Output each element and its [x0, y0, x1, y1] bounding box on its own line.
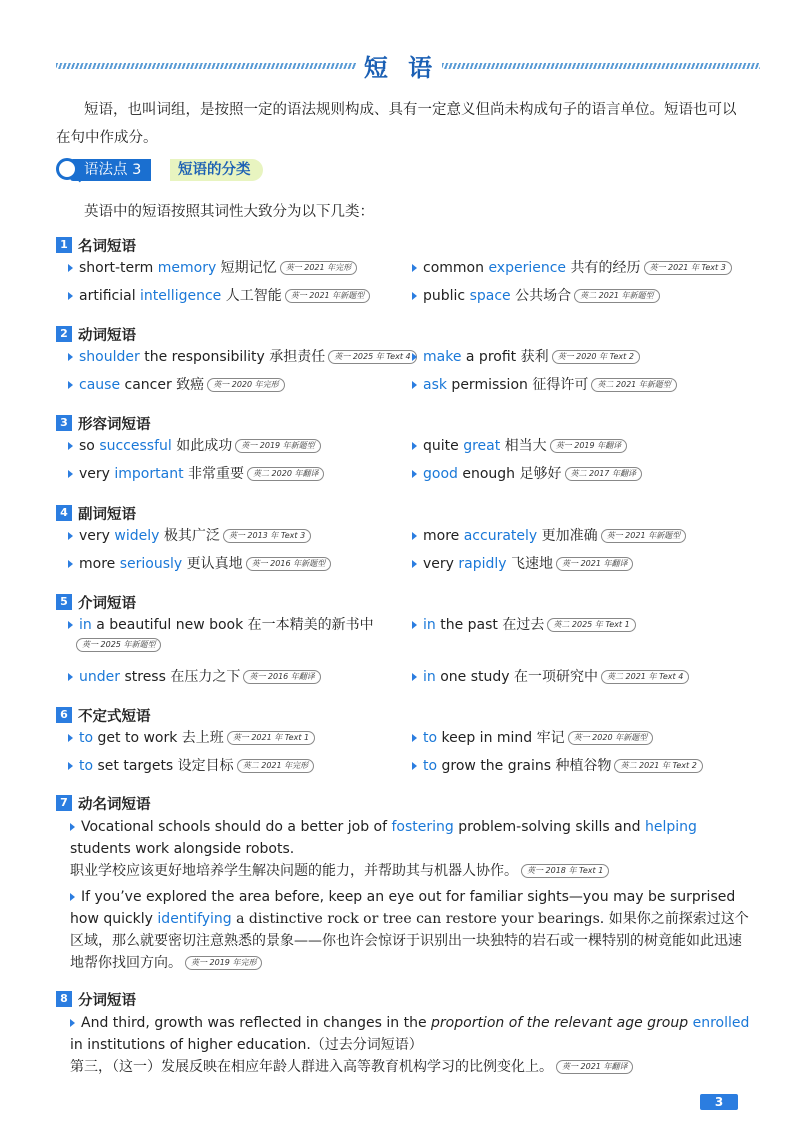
phrase-translation: 征得许可 — [527, 377, 589, 393]
phrase-item — [412, 258, 732, 278]
phrase-keyword: great — [463, 438, 501, 454]
section-5 — [56, 591, 756, 613]
phrase-keyword: cause — [79, 377, 121, 393]
phrase-translation: 去上班 — [177, 730, 224, 746]
source-tag: 英一 2020 年完形 — [207, 378, 284, 392]
section-8 — [56, 988, 756, 1010]
phrase-keyword: to — [423, 730, 438, 746]
phrase-item — [68, 464, 324, 484]
phrase-item — [68, 756, 314, 776]
phrase-suffix: set targets — [93, 758, 174, 774]
section-title: 动名词短语 — [78, 795, 151, 813]
source-tag: 英一 2025 年 Text 4 — [328, 350, 416, 364]
phrase-item — [412, 464, 642, 484]
bullet-triangle-icon — [412, 264, 417, 272]
phrase-item — [412, 615, 636, 635]
phrase-suffix: enough — [457, 466, 516, 482]
section-6 — [56, 704, 756, 726]
source-tag: 英二 2021 年 Text 2 — [614, 759, 702, 773]
source-tag: 英二 2021 年完形 — [237, 759, 314, 773]
section-number: 1 — [56, 237, 72, 253]
translation: 第三，（这一）发展反映在相应年龄人群进入高等教育机构学习的比例变化上。 — [70, 1059, 553, 1075]
text: problem-solving skills and — [453, 819, 645, 835]
phrase-item — [68, 554, 331, 574]
section-number: 5 — [56, 594, 72, 610]
phrase-translation: 更认真地 — [182, 556, 243, 572]
bullet-triangle-icon — [412, 560, 417, 568]
phrase-item — [412, 347, 640, 367]
source-tag: 英一 2020 年 Text 2 — [552, 350, 640, 364]
phrase-suffix: one study — [435, 669, 510, 685]
text: Vocational schools should do a better job of — [81, 819, 392, 835]
bullet-triangle-icon — [412, 734, 417, 742]
phrase-translation: 承担责任 — [264, 349, 326, 365]
section-4 — [56, 502, 756, 524]
phrase-keyword: ask — [423, 377, 447, 393]
bullet-triangle-icon — [68, 353, 73, 361]
text: in institutions of higher education. — [70, 1037, 311, 1053]
phrase-keyword: in — [79, 617, 92, 633]
page-header — [40, 50, 760, 80]
source-tag: 英二 2020 年翻译 — [247, 467, 324, 481]
section-number: 8 — [56, 991, 72, 1007]
phrase-item — [412, 375, 677, 395]
phrase-prefix: quite — [423, 438, 464, 454]
bullet-triangle-icon — [412, 353, 417, 361]
source-tag: 英一 2016 年新题型 — [246, 557, 331, 571]
phrase-keyword: widely — [114, 528, 160, 544]
phrase-translation: 人工智能 — [221, 288, 282, 304]
grammar-point-topic: 短语的分类 — [170, 159, 263, 181]
phrase-suffix: permission — [446, 377, 528, 393]
phrase-keyword: seriously — [119, 556, 183, 572]
phrase-translation: 在过去 — [497, 617, 545, 633]
bullet-triangle-icon — [412, 381, 417, 389]
phrase-prefix: common — [423, 260, 489, 276]
phrase-item — [68, 615, 374, 655]
phrase-keyword: rapidly — [458, 556, 507, 572]
phrase-translation: 在一本精美的新书中 — [243, 617, 374, 633]
grammar-point-label: 语法点 3 — [70, 159, 151, 181]
bullet-triangle-icon — [68, 673, 73, 681]
bullet-triangle-icon — [70, 893, 75, 901]
phrase-keyword: make — [423, 349, 462, 365]
bullet-triangle-icon — [68, 762, 73, 770]
phrase-prefix: more — [423, 528, 464, 544]
source-tag: 英二 2017 年翻译 — [565, 467, 642, 481]
phrase-keyword: to — [79, 730, 94, 746]
bullet-triangle-icon — [68, 560, 73, 568]
phrase-item — [412, 286, 660, 306]
bullet-triangle-icon — [412, 673, 417, 681]
source-tag: 英一 2016 年翻译 — [243, 670, 320, 684]
bullet-triangle-icon — [412, 292, 417, 300]
participle-example — [70, 1012, 750, 1078]
source-tag: 英一 2021 年完形 — [280, 261, 357, 275]
phrase-prefix: very — [79, 528, 115, 544]
source-tag: 英一 2021 年 Text 1 — [227, 731, 315, 745]
phrase-translation: 设定目标 — [173, 758, 234, 774]
section-title: 分词短语 — [78, 991, 136, 1009]
text: a distinctive rock or tree can restore your bearings. 如果你之前探索过这个区域，那么就要密切注意熟悉的景象——你也许会惊讶于识别出一块独特的岩石或一棵特别的树竟能如此迅速地帮你找回方向。 — [70, 911, 749, 971]
text: students work alongside robots. — [70, 841, 295, 857]
phrase-prefix: very — [423, 556, 459, 572]
phrase-keyword: successful — [99, 438, 172, 454]
source-tag: 英一 2021 年新题型 — [285, 289, 370, 303]
source-tag: 英二 2025 年 Text 1 — [547, 618, 635, 632]
italic-text: proportion of the relevant age group — [431, 1015, 689, 1031]
phrase-keyword: good — [423, 466, 458, 482]
phrase-item — [68, 667, 321, 687]
phrase-prefix: so — [79, 438, 100, 454]
section-title: 介词短语 — [78, 594, 136, 612]
section-title: 不定式短语 — [78, 707, 151, 725]
phrase-translation: 在一项研究中 — [509, 669, 598, 685]
phrase-prefix: more — [79, 556, 120, 572]
source-tag: 英一 2025 年新题型 — [76, 638, 161, 652]
page-number: 3 — [700, 1094, 738, 1110]
source-tag: 英一 2018 年 Text 1 — [521, 864, 609, 878]
bullet-triangle-icon — [412, 442, 417, 450]
source-tag: 英一 2013 年 Text 3 — [223, 529, 311, 543]
phrase-item — [412, 667, 689, 687]
phrase-translation: 非常重要 — [183, 466, 245, 482]
decorative-dots-left — [56, 63, 356, 69]
lead-sentence: 英语中的短语按照其词性大致分为以下几类： — [84, 204, 374, 220]
text: If you’ve explored the area before, keep an eye out for familiar sights—you may be surprised how quickly — [70, 889, 736, 927]
section-title: 副词短语 — [78, 505, 136, 523]
phrase-suffix: the past — [435, 617, 498, 633]
keyword: helping — [644, 819, 697, 835]
phrase-item — [412, 756, 703, 776]
phrase-item — [412, 728, 653, 748]
source-tag: 英二 2021 年新题型 — [574, 289, 659, 303]
phrase-translation: 更加准确 — [537, 528, 598, 544]
phrase-item — [68, 526, 311, 546]
phrase-prefix: artificial — [79, 288, 141, 304]
section-3 — [56, 412, 756, 434]
phrase-prefix: short-term — [79, 260, 158, 276]
note: （过去分词短语） — [310, 1037, 423, 1053]
phrase-keyword: memory — [157, 260, 217, 276]
bullet-triangle-icon — [68, 381, 73, 389]
phrase-item — [412, 436, 627, 456]
phrase-translation: 极其广泛 — [159, 528, 220, 544]
bullet-triangle-icon — [68, 621, 73, 629]
gerund-example-2 — [70, 886, 750, 974]
section-number: 2 — [56, 326, 72, 342]
phrase-suffix: get to work — [93, 730, 178, 746]
gerund-example-1 — [70, 816, 750, 882]
phrase-keyword: shoulder — [79, 349, 140, 365]
phrase-keyword: space — [469, 288, 511, 304]
section-title: 名词短语 — [78, 237, 136, 255]
phrase-item — [68, 728, 315, 748]
phrase-item — [412, 526, 686, 546]
phrase-translation: 共有的经历 — [566, 260, 641, 276]
phrase-item — [68, 375, 285, 395]
phrase-translation: 牢记 — [532, 730, 565, 746]
phrase-translation: 足够好 — [515, 466, 562, 482]
phrase-suffix: the responsibility — [139, 349, 265, 365]
phrase-keyword: under — [79, 669, 121, 685]
phrase-suffix: a profit — [461, 349, 517, 365]
bullet-triangle-icon — [70, 823, 75, 831]
bullet-triangle-icon — [412, 532, 417, 540]
source-tag: 英一 2019 年翻译 — [550, 439, 627, 453]
bullet-triangle-icon — [68, 470, 73, 478]
keyword: enrolled — [692, 1015, 750, 1031]
source-tag: 英一 2021 年 Text 3 — [644, 261, 732, 275]
phrase-item — [68, 436, 321, 456]
phrase-suffix: keep in mind — [437, 730, 533, 746]
bullet-triangle-icon — [68, 292, 73, 300]
phrase-suffix: a beautiful new book — [91, 617, 244, 633]
source-tag: 英一 2021 年新题型 — [601, 529, 686, 543]
translation: 职业学校应该更好地培养学生解决问题的能力，并帮助其与机器人协作。 — [70, 863, 518, 879]
phrase-translation: 飞速地 — [506, 556, 554, 572]
keyword: identifying — [157, 911, 232, 927]
phrase-keyword: important — [114, 466, 184, 482]
source-tag: 英一 2021 年翻译 — [556, 557, 633, 571]
section-title: 形容词短语 — [78, 415, 151, 433]
phrase-translation: 相当大 — [500, 438, 547, 454]
phrase-translation: 致癌 — [171, 377, 205, 393]
keyword: fostering — [391, 819, 454, 835]
section-2 — [56, 323, 756, 345]
source-tag: 英二 2021 年 Text 4 — [601, 670, 689, 684]
phrase-keyword: to — [79, 758, 94, 774]
phrase-translation: 短期记忆 — [216, 260, 277, 276]
phrase-item — [68, 347, 417, 367]
phrase-suffix: grow the grains — [437, 758, 552, 774]
bullet-triangle-icon — [412, 621, 417, 629]
phrase-translation: 如此成功 — [171, 438, 233, 454]
phrase-item — [68, 258, 357, 278]
source-tag: 英一 2021 年翻译 — [556, 1060, 633, 1074]
section-title: 动词短语 — [78, 326, 136, 344]
phrase-keyword: in — [423, 669, 436, 685]
page-title: 短 语 — [363, 53, 439, 82]
grammar-point-banner — [56, 158, 276, 184]
phrase-keyword: accurately — [463, 528, 538, 544]
phrase-keyword: experience — [488, 260, 567, 276]
section-1 — [56, 234, 756, 256]
intro-paragraph: 短语，也叫词组，是按照一定的语法规则构成、具有一定意义但尚未构成句子的语言单位。短语也可以在句中作成分。 — [56, 102, 737, 146]
phrase-translation: 获利 — [516, 349, 549, 365]
phrase-suffix: cancer — [120, 377, 172, 393]
phrase-translation: 公共场合 — [510, 288, 572, 304]
magnifier-icon — [56, 158, 78, 180]
section-number: 4 — [56, 505, 72, 521]
decorative-dots-right — [442, 63, 760, 69]
source-tag: 英一 2019 年完形 — [185, 956, 262, 970]
bullet-triangle-icon — [68, 442, 73, 450]
phrase-prefix: public — [423, 288, 470, 304]
phrase-translation: 种植谷物 — [551, 758, 612, 774]
phrase-keyword: to — [423, 758, 438, 774]
bullet-triangle-icon — [70, 1019, 75, 1027]
bullet-triangle-icon — [68, 734, 73, 742]
phrase-keyword: intelligence — [140, 288, 222, 304]
source-tag: 英一 2019 年新题型 — [235, 439, 320, 453]
section-7 — [56, 792, 756, 814]
bullet-triangle-icon — [412, 470, 417, 478]
bullet-triangle-icon — [68, 264, 73, 272]
section-number: 3 — [56, 415, 72, 431]
source-tag: 英二 2021 年新题型 — [591, 378, 676, 392]
source-tag: 英一 2020 年新题型 — [568, 731, 653, 745]
phrase-keyword: in — [423, 617, 436, 633]
bullet-triangle-icon — [68, 532, 73, 540]
phrase-suffix: stress — [120, 669, 166, 685]
section-number: 7 — [56, 795, 72, 811]
phrase-translation: 在压力之下 — [165, 669, 241, 685]
phrase-item — [68, 286, 370, 306]
text: And third, growth was reflected in changes in the — [81, 1015, 432, 1031]
phrase-item — [412, 554, 633, 574]
bullet-triangle-icon — [412, 762, 417, 770]
section-number: 6 — [56, 707, 72, 723]
phrase-prefix: very — [79, 466, 115, 482]
